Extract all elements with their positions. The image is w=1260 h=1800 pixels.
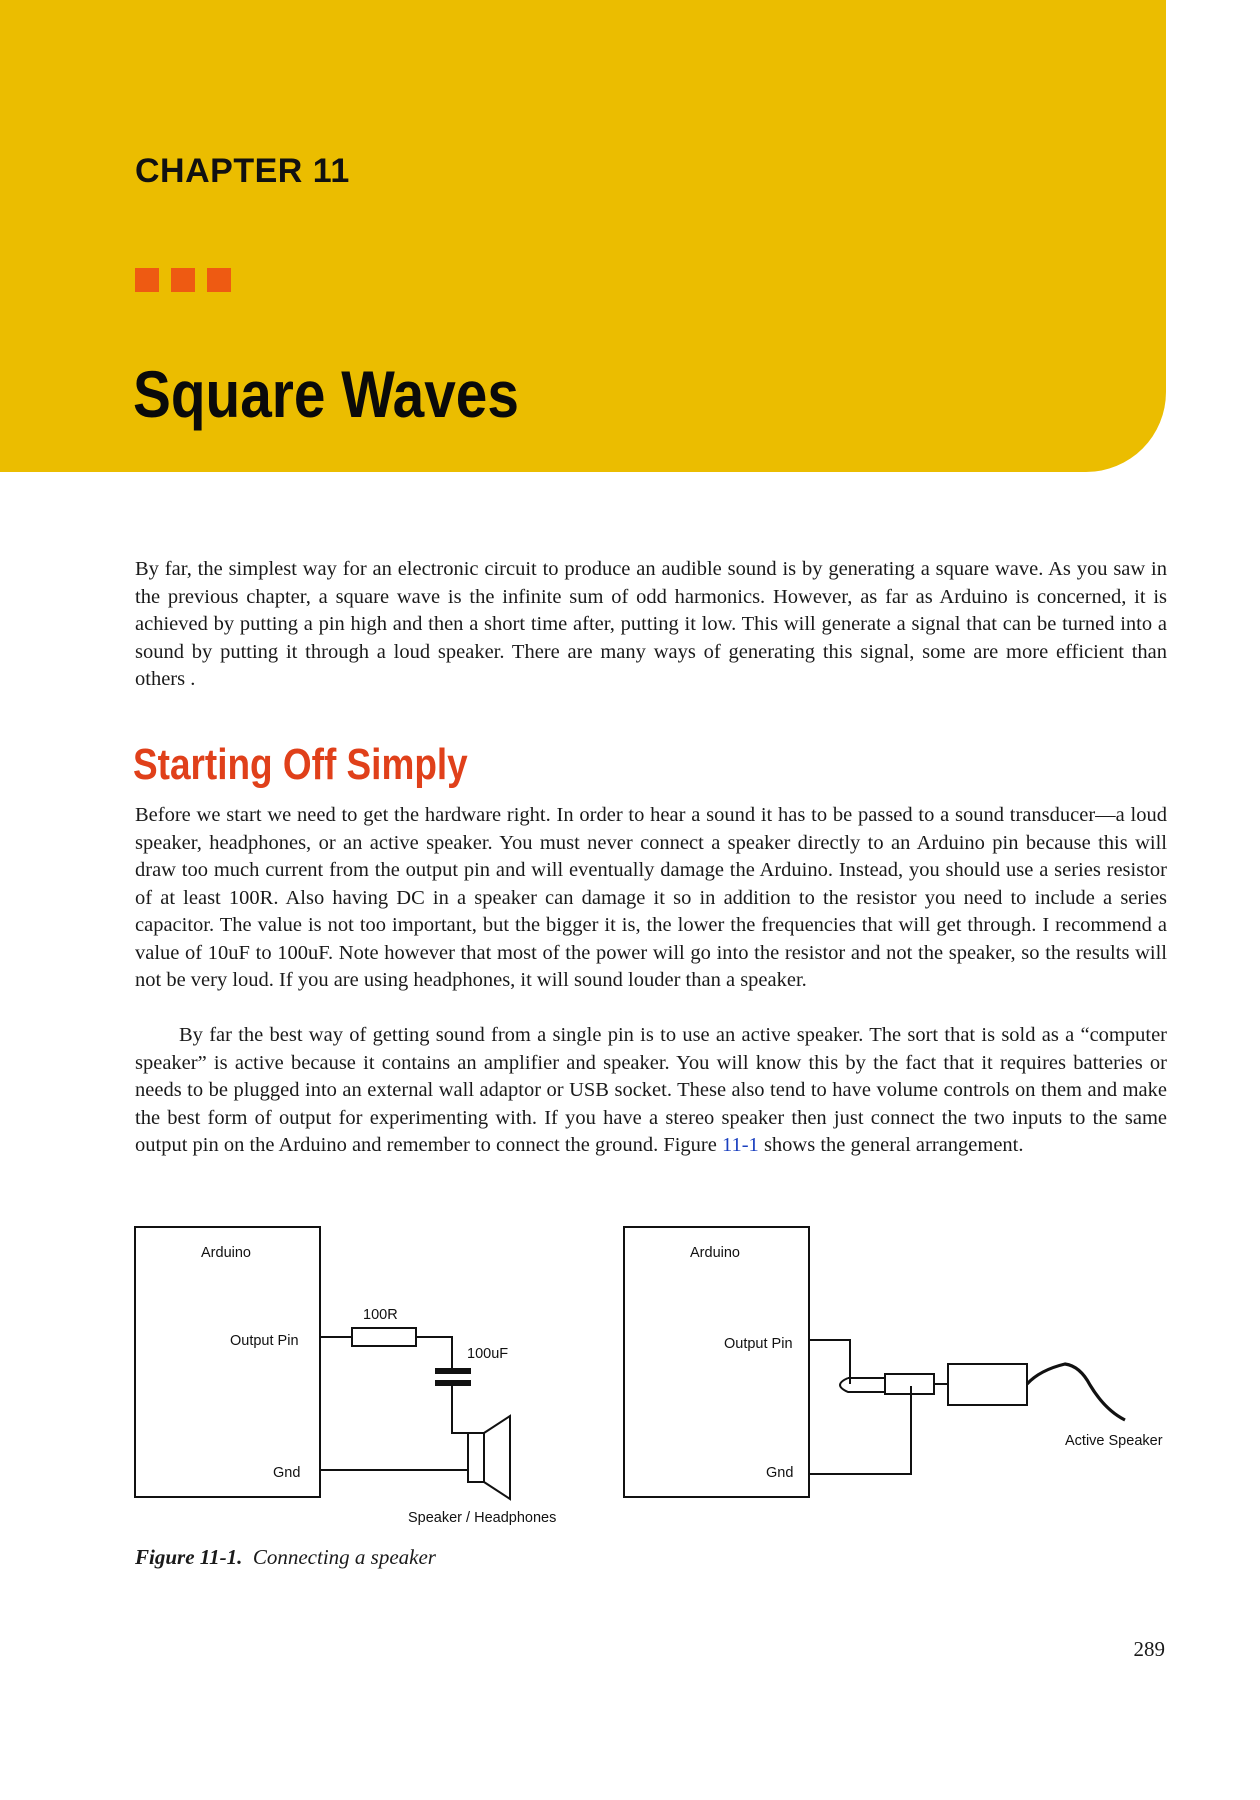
left-arduino-box xyxy=(135,1227,320,1497)
speaker-cone xyxy=(484,1416,510,1499)
speaker-cable xyxy=(1027,1364,1125,1420)
audio-jack-tip xyxy=(840,1378,885,1392)
resistor-to-capacitor-wire xyxy=(416,1337,452,1369)
resistor-symbol xyxy=(352,1328,416,1346)
circuit-diagrams xyxy=(130,1220,1170,1550)
audio-jack-sleeve xyxy=(885,1374,934,1394)
body-paragraph-1: Before we start we need to get the hardware right. In order to hear a sound it has to be passed to a sound transducer—a loud speaker, headphones, or an active speaker. You must never connect a speaker directly to an Arduino pin because this will draw too much current from the output pin and will eventually damage the Arduino. Instead, you should use a series resistor of at least 100R. Also having DC in a speaker can damage it so in addition to the resistor you need to include a series capacitor. The value is not too important, but the bigger it is, the lower the frequencies that will get through. I recommend a value of 10uF to 100uF. Note however that most of the power will go into the resistor and not the speaker, so the results will not be very loud. If you are using headphones, it will sound louder than a speaker. xyxy=(135,804,1167,991)
paragraph-2-text: By far the best way of getting sound from a single pin is to use an active speaker. The sort that is sold as a “computer speaker” is active because it contains an amplifier and speaker. You will know this by the fact that it requires batteries or needs to be plugged into an external wall adaptor or USB socket. These also tend to have volume controls on them and make the best form of output for experimenting with. If you have a stereo speaker then just connect the two inputs to the same output pin on the Arduino and remember to connect the ground. Figure xyxy=(135,1024,1167,1156)
left-output-pin-label: Output Pin xyxy=(230,1333,299,1349)
paragraph-2-text-end: shows the general arrangement. xyxy=(758,1134,1024,1156)
left-gnd-label: Gnd xyxy=(273,1465,301,1481)
intro-paragraph: By far, the simplest way for an electronic circuit to produce an audible sound is by generating a square wave. As you saw in the previous chapter, a square wave is the infinite sum of odd harmonics. However, as far as Arduino is concerned, it is achieved by putting a pin high and then a short time after, putting it low. This will generate a signal that can be turned into a sound by putting it through a loud speaker. There are many ways of generating this signal, some are more efficient than others . xyxy=(135,558,1167,690)
capacitor-plate-bottom xyxy=(436,1381,470,1385)
figure-11-1 xyxy=(130,1220,1170,1550)
right-output-wire xyxy=(809,1340,850,1384)
capacitor-plate-top xyxy=(436,1369,470,1373)
body-paragraph-2 xyxy=(135,1022,1167,1160)
decoration-square xyxy=(171,268,195,292)
chapter-decoration xyxy=(135,268,231,292)
capacitor-label: 100uF xyxy=(467,1346,509,1362)
capacitor-to-speaker-wire xyxy=(452,1385,468,1433)
right-gnd-label: Gnd xyxy=(766,1465,794,1481)
figure-reference-link[interactable]: 11-1 xyxy=(721,1134,759,1156)
speaker-label: Speaker / Headphones xyxy=(408,1510,557,1526)
figure-caption xyxy=(135,1545,436,1570)
decoration-square xyxy=(135,268,159,292)
right-ground-wire xyxy=(809,1386,911,1474)
speaker-coil xyxy=(468,1433,484,1482)
decoration-square xyxy=(207,268,231,292)
resistor-label: 100R xyxy=(363,1307,398,1323)
active-speaker-label: Active Speaker xyxy=(1065,1433,1163,1449)
right-board-label: Arduino xyxy=(690,1245,740,1261)
section-heading: Starting Off Simply xyxy=(133,740,468,789)
active-speaker-body xyxy=(948,1364,1027,1405)
chapter-title: Square Waves xyxy=(133,357,519,431)
left-board-label: Arduino xyxy=(201,1245,251,1261)
right-arduino-box xyxy=(624,1227,809,1497)
page-number: 289 xyxy=(1133,1637,1165,1661)
caption-text: Connecting a speaker xyxy=(252,1545,436,1569)
right-output-pin-label: Output Pin xyxy=(724,1336,793,1352)
caption-label: Figure 11-1. xyxy=(135,1545,243,1569)
chapter-label: CHAPTER 11 xyxy=(135,152,350,190)
